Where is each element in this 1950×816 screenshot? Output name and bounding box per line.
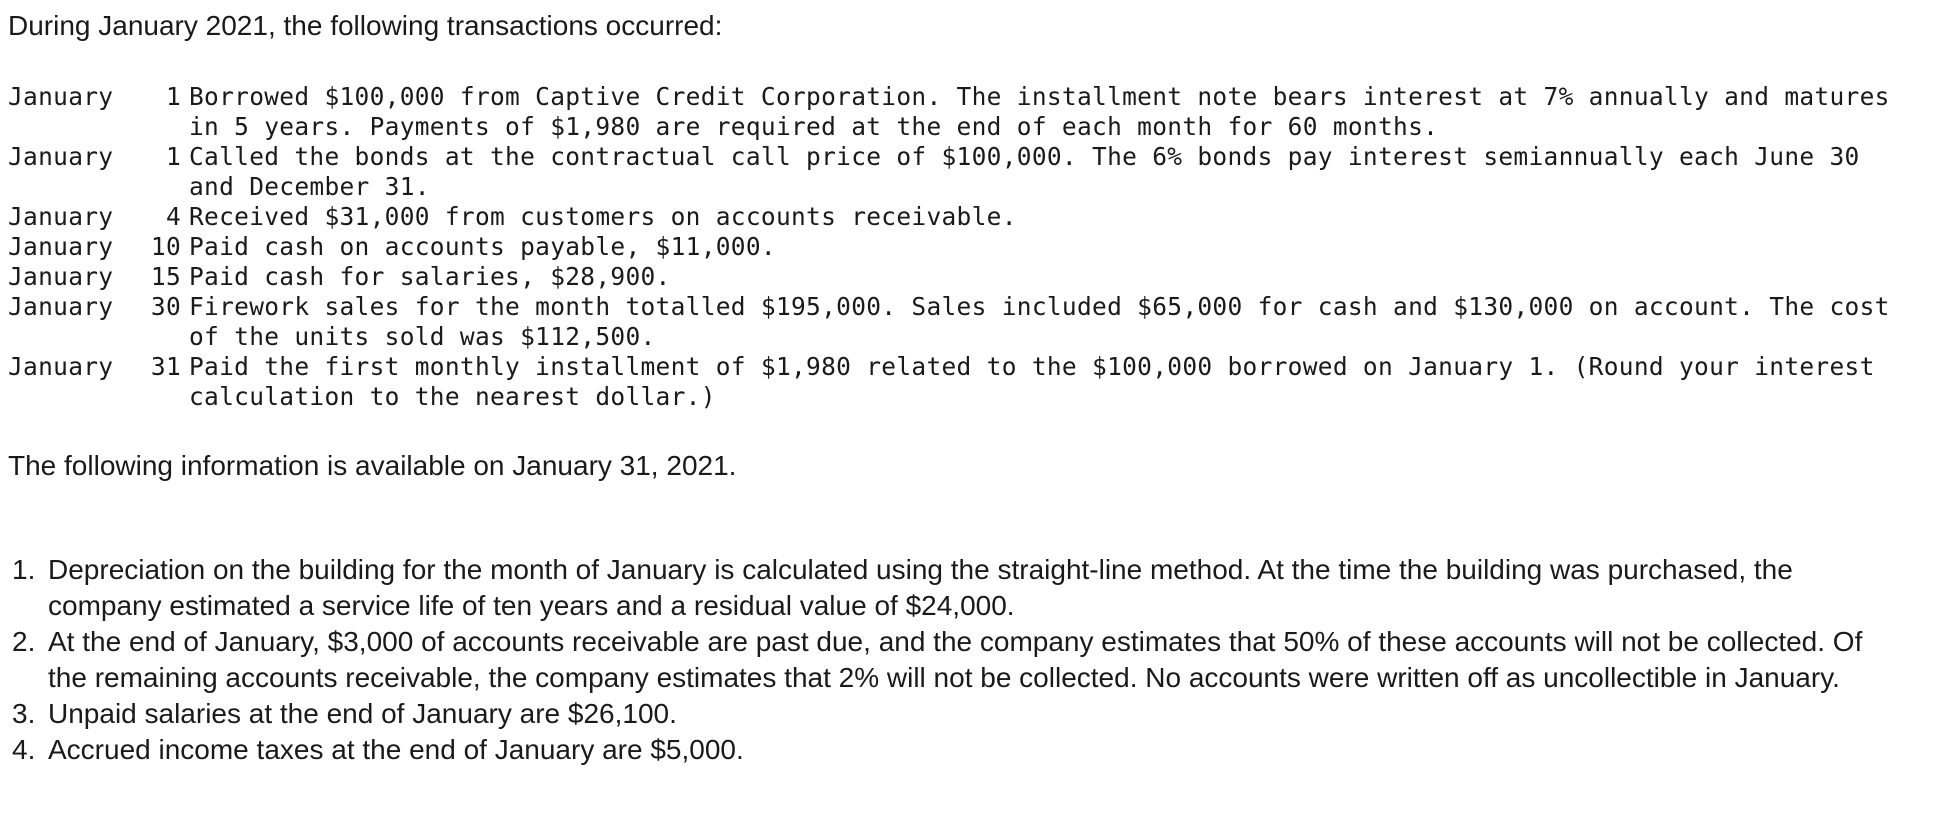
transaction-date	[8, 82, 181, 142]
transaction-month: January	[8, 232, 114, 261]
transaction-text: Received $31,000 from customers on accounts receivable.	[189, 202, 1017, 231]
transaction-day: 10	[150, 232, 181, 261]
list-item-text: Unpaid salaries at the end of January are $26,100.	[48, 698, 677, 729]
transaction-day: 1	[165, 142, 181, 171]
list-item	[8, 624, 1908, 696]
transaction-month: January	[8, 82, 114, 111]
list-item-number: 1.	[12, 554, 36, 585]
transaction-date	[8, 232, 181, 262]
adjustments-list	[8, 552, 1908, 768]
transaction-day: 30	[150, 292, 181, 321]
list-item	[8, 696, 1908, 732]
transaction-row	[8, 82, 1909, 142]
transaction-text: Borrowed $100,000 from Captive Credit Corporation. The installment note bears interest at 7% annually and matures in 5 years. Payments of $1,980 are required at the end of each month for 60 months.	[189, 82, 1890, 141]
transactions-list	[8, 82, 1909, 412]
transaction-day: 15	[150, 262, 181, 291]
intro-text: During January 2021, the following transactions occurred:	[8, 10, 723, 41]
transaction-text: Paid the first monthly installment of $1,980 related to the $100,000 borrowed on January 1. (Round your interest calculation to the nearest dollar.)	[189, 352, 1875, 411]
transaction-row	[8, 202, 1909, 232]
transaction-text: Called the bonds at the contractual call price of $100,000. The 6% bonds pay interest semiannually each June 30 and December 31.	[189, 142, 1860, 201]
list-item-number: 4.	[12, 734, 36, 765]
transaction-date	[8, 352, 181, 412]
transaction-row	[8, 232, 1909, 262]
transaction-row	[8, 292, 1909, 352]
transaction-day: 1	[165, 82, 181, 111]
transaction-row	[8, 262, 1909, 292]
transaction-month: January	[8, 262, 114, 291]
transaction-date	[8, 292, 181, 352]
transaction-day: 31	[150, 352, 181, 381]
transaction-month: January	[8, 142, 114, 171]
list-item-text: Depreciation on the building for the month of January is calculated using the straight-line method. At the time the building was purchased, the company estimated a service life of ten years and a residual value of $24,000.	[48, 554, 1793, 621]
transaction-month: January	[8, 292, 114, 321]
transaction-date	[8, 202, 181, 232]
transaction-day: 4	[165, 202, 181, 231]
transaction-row	[8, 142, 1909, 202]
transaction-month: January	[8, 352, 114, 381]
list-item-number: 2.	[12, 626, 36, 657]
list-item	[8, 552, 1908, 624]
transaction-text: Paid cash on accounts payable, $11,000.	[189, 232, 776, 261]
list-item-number: 3.	[12, 698, 36, 729]
transaction-text: Paid cash for salaries, $28,900.	[189, 262, 671, 291]
list-item-text: Accrued income taxes at the end of January are $5,000.	[48, 734, 744, 765]
transaction-date	[8, 142, 181, 202]
transaction-date	[8, 262, 181, 292]
transaction-month: January	[8, 202, 114, 231]
transaction-text: Firework sales for the month totalled $195,000. Sales included $65,000 for cash and $130,000 on account. The cost of the units sold was $112,500.	[189, 292, 1890, 351]
transaction-row	[8, 352, 1909, 412]
list-item-text: At the end of January, $3,000 of accounts receivable are past due, and the company estimates that 50% of these accounts will not be collected. Of the remaining accounts receivable, the company estimates that 2% will not be collected. No accounts were written off as uncollectible in January.	[48, 626, 1863, 693]
info-heading: The following information is available on January 31, 2021.	[8, 450, 737, 481]
list-item	[8, 732, 1908, 768]
